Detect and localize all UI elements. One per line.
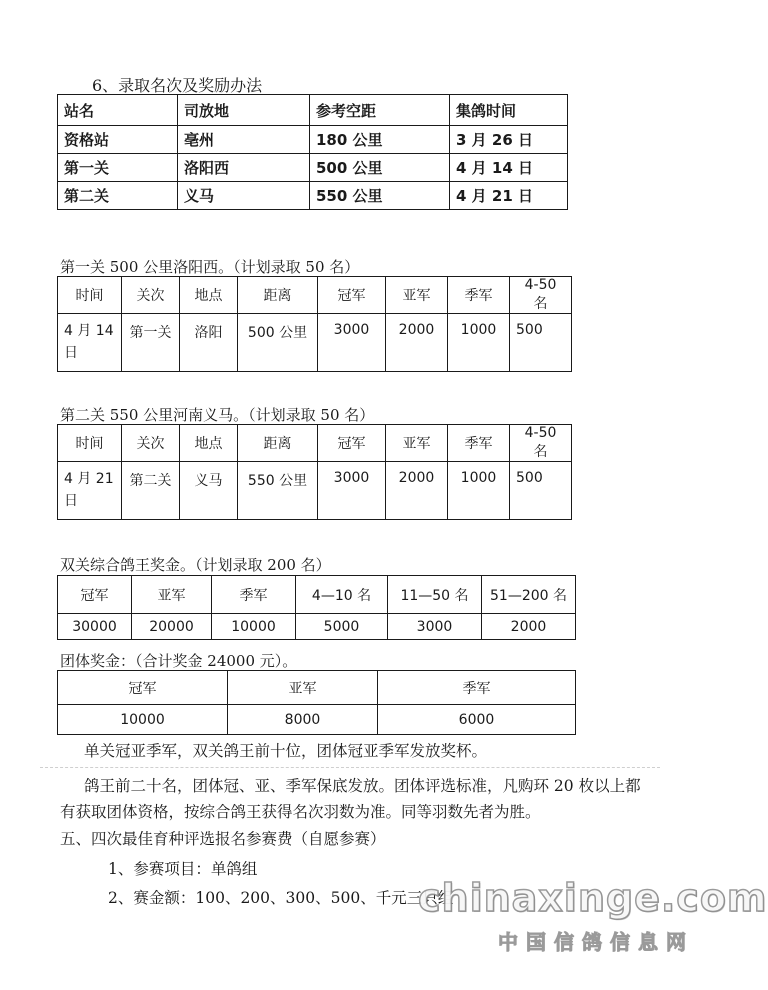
table-cell: 2000 [386,462,448,520]
header-cell: 亚军 [132,576,212,614]
header-cell: 51—200 名 [482,576,576,614]
header-cell: 地点 [180,425,238,462]
team-table [57,670,576,735]
header-cell: 距离 [238,277,318,314]
table-row [58,126,568,154]
header-cell: 冠军 [318,277,386,314]
table-row [58,314,572,372]
header-cell: 司放地 [178,95,310,126]
table-cell: 3 月 26 日 [450,126,568,154]
header-cell: 冠军 [58,671,228,705]
table-cell: 10000 [58,705,228,735]
table-cell: 义马 [178,182,310,210]
table-cell: 500 公里 [238,314,318,372]
table-cell: 3000 [318,462,386,520]
watermark-subtitle: 中国信鸽信息网 [498,930,694,954]
award-paragraph: 单关冠亚季军，双关鸽王前十位，团体冠亚季军发放奖杯。 [84,742,488,760]
stage1-caption: 第一关 500 公里洛阳西。（计划录取 50 名） [60,258,360,276]
table-cell: 义马 [180,462,238,520]
table-cell: 4 月 14 日 [450,154,568,182]
table-cell: 4 月 21 日 [450,182,568,210]
table-header-row [58,671,576,705]
table-cell: 1000 [448,314,510,372]
table-cell: 2000 [386,314,448,372]
stage2-caption: 第二关 550 公里河南义马。（计划录取 50 名） [60,406,375,424]
header-cell: 关次 [122,425,180,462]
table-header-row [58,95,568,126]
table-cell: 10000 [212,614,296,640]
header-cell: 季军 [448,425,510,462]
header-cell: 冠军 [318,425,386,462]
table-row [58,705,576,735]
table-cell: 第一关 [122,314,180,372]
table-cell: 8000 [228,705,378,735]
stage2-table [57,424,572,520]
table-cell: 第二关 [122,462,180,520]
header-cell: 距离 [238,425,318,462]
table-cell: 500 [510,314,572,372]
table-cell: 亳州 [178,126,310,154]
header-cell: 季军 [378,671,576,705]
table-cell: 6000 [378,705,576,735]
divider [40,767,660,768]
item-1: 1、参赛项目：单鸽组 [108,860,258,878]
header-cell: 亚军 [228,671,378,705]
table-cell: 资格站 [58,126,178,154]
table-row [58,182,568,210]
header-cell: 冠军 [58,576,132,614]
item-2: 2、赛金额：100、200、300、500、千元三只组 [108,889,454,907]
table-cell: 4 月 14 日 [58,314,122,372]
table-row [58,462,572,520]
header-cell: 亚军 [386,425,448,462]
table-cell: 2000 [482,614,576,640]
table-header-row [58,425,572,462]
header-cell: 地点 [180,277,238,314]
header-cell: 4-50 名 [510,277,572,314]
table-cell: 1000 [448,462,510,520]
header-cell: 4—10 名 [296,576,388,614]
table-cell: 第二关 [58,182,178,210]
header-cell: 季军 [212,576,296,614]
table-cell: 30000 [58,614,132,640]
header-cell: 集鸽时间 [450,95,568,126]
table-header-row [58,277,572,314]
table-cell: 550 公里 [238,462,318,520]
header-cell: 季军 [448,277,510,314]
header-cell: 时间 [58,425,122,462]
table-cell: 500 [510,462,572,520]
rule-paragraph-line1: 鸽王前二十名，团体冠、亚、季军保底发放。团体评选标准，凡购环 20 枚以上都 [84,777,641,795]
header-cell: 11—50 名 [388,576,482,614]
table-cell: 4 月 21 日 [58,462,122,520]
table-cell: 550 公里 [310,182,450,210]
header-cell: 4-50 名 [510,425,572,462]
table-cell: 第一关 [58,154,178,182]
table-row [58,154,568,182]
team-caption: 团体奖金：（合计奖金 24000 元）。 [60,652,298,670]
combined-table [57,575,576,640]
combined-caption: 双关综合鸽王奖金。（计划录取 200 名） [60,556,331,574]
stations-table [57,94,568,210]
header-cell: 亚军 [386,277,448,314]
section-title: 6、录取名次及奖励办法 [92,76,263,95]
header-cell: 时间 [58,277,122,314]
watermark-logo: chinaxinge.com [418,876,768,920]
table-cell: 3000 [318,314,386,372]
section-five-title: 五、四次最佳育种评选报名参赛费（自愿参赛） [60,830,386,848]
table-cell: 3000 [388,614,482,640]
table-cell: 洛阳 [180,314,238,372]
table-row [58,614,576,640]
table-cell: 洛阳西 [178,154,310,182]
header-cell: 关次 [122,277,180,314]
table-cell: 20000 [132,614,212,640]
stage1-table [57,276,572,372]
rule-paragraph-line2: 有获取团体资格，按综合鸽王获得名次羽数为准。同等羽数先者为胜。 [60,803,541,821]
table-cell: 5000 [296,614,388,640]
table-header-row [58,576,576,614]
header-cell: 站名 [58,95,178,126]
table-cell: 500 公里 [310,154,450,182]
table-cell: 180 公里 [310,126,450,154]
header-cell: 参考空距 [310,95,450,126]
